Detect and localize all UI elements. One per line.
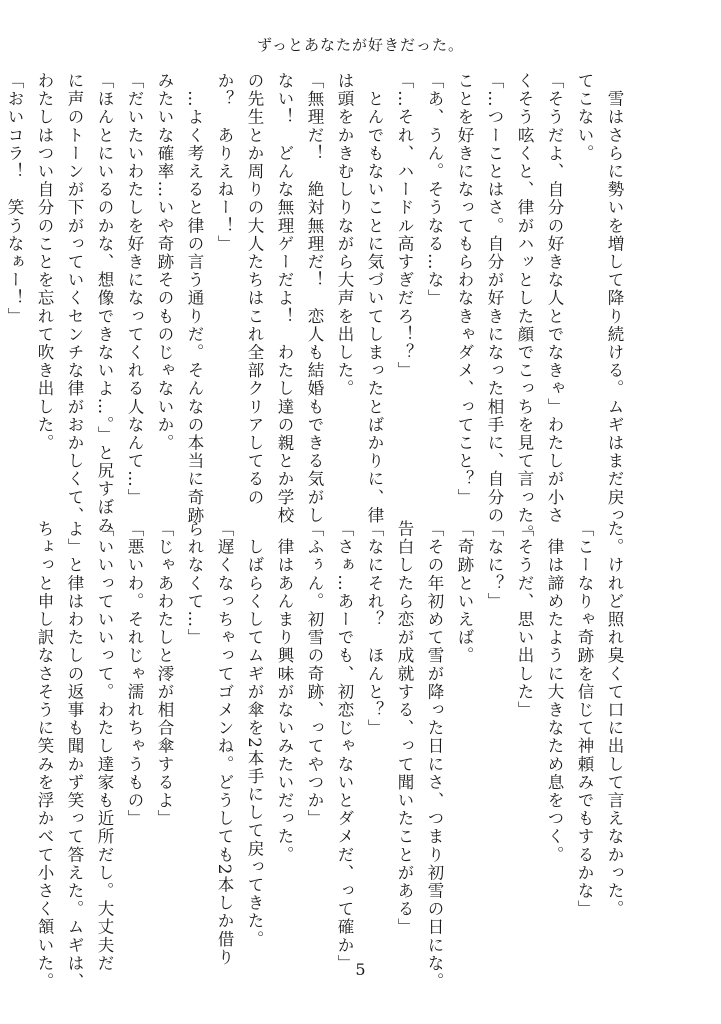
text-line: 「いいっていいって。わたし達家も近所だし。大丈夫だ: [95, 520, 114, 973]
text-line: 「ふぅん。初雪の奇跡、ってやつか」: [305, 520, 324, 828]
text-line: 「おいコラ！ 笑うなぁー！」: [5, 72, 24, 326]
text-line: 「じゃあわたしと澪が相合傘するよ」: [155, 520, 174, 828]
text-line: 「あ、うん。そうなる…な」: [425, 72, 444, 308]
text-line: ちょっと申し訳なさそうに笑みを浮かべて小さく頷いた。: [35, 520, 54, 991]
text-line: ことを好きになってもらわなきゃダメ、ってこと？」: [455, 72, 474, 507]
text-line: …よく考えると律の言う通りだ。そんなの本当に奇跡: [185, 72, 204, 525]
text-line: 「そうだ、思い出した」: [515, 520, 534, 720]
text-line: に声のトーンが下がっていくセンチな律がおかしくて、: [65, 72, 84, 525]
text-line: 「ほんとにいるのかな、想像できないよ…。」と尻すぼみ: [95, 72, 114, 535]
text-line: 律は諦めたように大きなため息をつく。: [545, 520, 564, 864]
top-text-block: [5, 72, 629, 543]
text-line: 「だいたいわたしを好きになってくれる人なんて…」: [125, 72, 144, 507]
text-line: わたしはつい自分のことを忘れて吹き出した。: [35, 72, 54, 453]
text-line: 「奇跡といえば。: [455, 520, 474, 665]
text-line: 「遅くなっちゃってゴメンね。どうしても2本しか借り: [215, 520, 234, 967]
text-line: 「…つーことはさ。自分が好きになった相手に、自分の: [485, 72, 504, 525]
page-title: ずっとあなたが好きだった。: [256, 36, 465, 54]
text-line: の先生とか周りの大人たちはこれ全部クリアしてるの: [245, 72, 264, 507]
text-line: 「なに？」: [485, 520, 504, 611]
page-number: 5: [355, 960, 366, 979]
text-line: 「…それ、ハードル高すぎだろ！？」: [395, 72, 414, 380]
text-line: か？ ありえねー！」: [215, 72, 234, 253]
bottom-text-block: [35, 520, 629, 991]
text-line: てこない。: [575, 72, 594, 163]
text-line: は頭をかきむしりながら大声を出した。: [335, 72, 354, 398]
text-line: られなくて…」: [185, 520, 204, 647]
text-line: 「さぁ…あーでも、初恋じゃないとダメだ、って確か」: [335, 520, 354, 973]
text-line: くそう呟くと、律がハッとした顔でこっちを見て言った。: [515, 72, 534, 543]
text-line: 「悪いわ。それじゃ濡れちゃうもの」: [125, 520, 144, 828]
text-line: 「こーなりゃ奇跡を信じて神頼みでもするかな」: [575, 520, 594, 919]
text-line: 「その年初めて雪が降った日にさ、つまり初雪の日にな。: [425, 520, 444, 991]
text-line: ない！ どんな無理ゲーだよ！ わたし達の親とか学校: [275, 72, 294, 525]
text-line: 告白したら恋が成就する、って聞いたことがある」: [395, 520, 414, 937]
text-line: 律はあんまり興味がないみたいだった。: [275, 520, 294, 864]
text-line: しばらくしてムギが傘を2本手にして戻ってきた。: [245, 520, 264, 949]
text-line: みたいな確率…いや奇跡そのものじゃないか。: [155, 72, 174, 453]
text-line: とんでもないことに気づいてしまったとばかりに、律: [365, 72, 384, 525]
text-line: た。けれど照れ臭くて口に出して言えなかった。: [605, 520, 624, 919]
text-line: 「そうだよ、自分の好きな人とでなきゃ」わたしが小さ: [545, 72, 564, 525]
text-line: 「無理だ！ 絶対無理だ！ 恋人も結婚もできる気がし: [305, 72, 324, 525]
text-line: 「なにそれ？ ほんと？」: [365, 520, 384, 738]
text-line: よ」と律はわたしの返事も聞かず笑って答えた。ムギは、: [65, 520, 84, 991]
text-line: 雪はさらに勢いを増して降り続ける。ムギはまだ戻っ: [605, 72, 624, 525]
